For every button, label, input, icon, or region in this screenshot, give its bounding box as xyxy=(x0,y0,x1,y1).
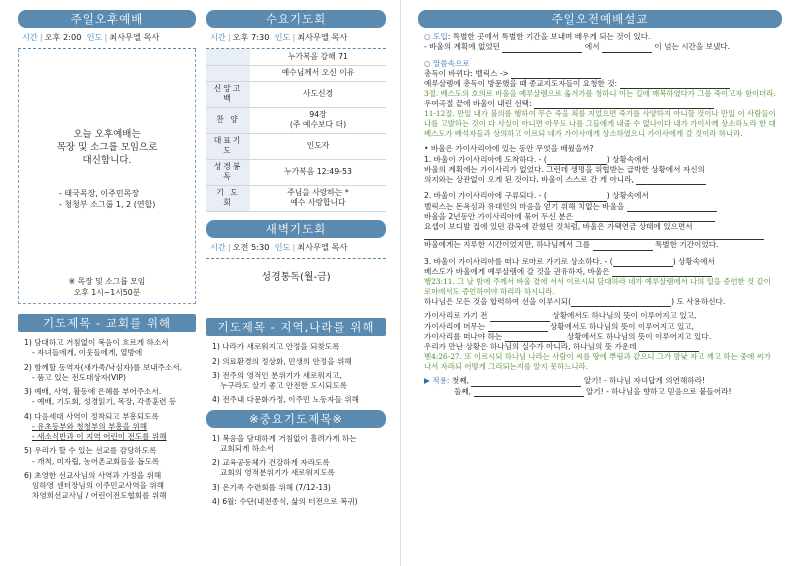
sermon-title: 주일오전예배설교 xyxy=(418,10,782,28)
scripture-quote: 행23:11. 그 날 밤에 주께서 바울 곁에 서서 이르시되 담대하라 네가 예루살렘에서 나의 일을 증언한 것 같이 로마에서도 증언하여야 하리라 하시니라. xyxy=(424,277,771,297)
wednesday-order-table xyxy=(206,49,386,212)
afternoon-title: 주일오후예배 xyxy=(18,10,196,28)
list-item: 3) 전주의 영적인 분위기가 새로워지고, 누구라도 살기 좋고 안전한 도시되도록 xyxy=(212,370,348,391)
table-row: 찬 양 94장 (주 예수보다 더) xyxy=(206,107,386,133)
sermon-line: 총독이 바뀌다: 벨릭스 -> xyxy=(424,69,776,79)
application-2: 둘째, 알기! - 하나님을 향하고 믿음으로 붙들어라! xyxy=(454,386,732,396)
point-1: 1. 바울이 가이사리아에 도착하다. - ( ) 상황속에서 xyxy=(424,154,649,164)
notice-line-3: 대신합니다. xyxy=(82,154,132,166)
page-fold xyxy=(400,0,401,566)
footer-line-2: 오후 1시~1시50분 xyxy=(73,287,141,297)
footer-line-1: ※ 목장 및 소그룹 모임 xyxy=(68,277,146,287)
application-1: ▶ 적용: 첫째, 알기! - 하나님 자녀답게 의연해하라! xyxy=(424,376,706,386)
table-row: 성경봉독 누가복음 12:49-53 xyxy=(206,159,386,185)
list-item: 5) 우리가 할 수 있는 선교를 감당하도록 - 개척, 미자립, 농어촌교회들을 돕도록 xyxy=(24,446,160,466)
prayer-church-title: 기도제목 - 교회를 위해 xyxy=(18,314,196,332)
list-item: 1) 나라가 새로워지고 안정을 되찾도록 xyxy=(212,342,340,352)
wednesday-title: 수요기도회 xyxy=(206,10,386,28)
notice-line-1: 오늘 오후예배는 xyxy=(73,129,141,141)
list-item: 2) 의료환경의 정상화, 민생의 안정을 위해 xyxy=(212,356,352,366)
sermon-line: 바울에게는 지루한 시간이었지만, 하나님께서 그를 특별한 기간이었다. xyxy=(424,240,719,250)
list-item: 1) 담대하고 거침없이 복음이 흐르게 하소서 - 자녀들에게, 이웃들에게, 열방에 xyxy=(24,338,169,358)
list-item: 3) 예배, 사역, 활동에 은혜를 부어주소서. - 예배, 기도회, 성경읽기, 목장, 각종훈련 등 xyxy=(24,387,177,407)
sermon-line: 베스도가 바울에게 예루살렘에 갈 것을 권유하자, 바울은 xyxy=(424,267,776,277)
afternoon-column xyxy=(18,10,196,506)
sermon-line: 가이사리로 가기 전 상황에서도 하나님의 뜻이 이루어지고 있고, xyxy=(424,311,697,321)
table-row: 예수님께서 오신 이유 xyxy=(206,65,386,81)
list-item: 1) 복음을 담대하게 거침없이 흘려가게 하는 교회되게 하소서 xyxy=(212,433,357,453)
prayer-nation-list xyxy=(206,336,386,405)
table-row: 대표기도 인도자 xyxy=(206,133,386,159)
list-item: 4) 전주내 다문화가정, 이주민 노동자들 위해 xyxy=(212,395,359,405)
prayer-nation-title: 기도제목 - 지역,나라를 위해 xyxy=(206,318,386,336)
group-item-1: - 태국목장, 이주민목장 xyxy=(59,189,140,199)
dawn-title: 새벽기도회 xyxy=(206,220,386,238)
time-label: 시간 xyxy=(22,32,38,42)
prayer-church-list xyxy=(18,332,196,502)
time-value: 오후 2:00 xyxy=(44,32,82,42)
list-item: 6) 초영한 선교사님의 사역과 가정을 위해 임하영 센터장님의 이주민교사역을 위해 차영희선교사님 / 어린이전도협회를 위해 xyxy=(24,470,167,501)
table-row: 신앙고백 사도신경 xyxy=(206,81,386,107)
important-list xyxy=(206,428,386,508)
afternoon-timeline: 시간 | 오후 2:00 인도 | 최사무엘 목사 xyxy=(18,28,196,49)
point-2: 2. 바울이 가이사리아에 구류되다. - ( ) 상황속에서 xyxy=(424,191,649,201)
intro-line: ○ 도입: 특별한 곳에서 특별한 기간을 보내며 배우게 되는 것이 있다. xyxy=(424,32,651,41)
group-item-2: - 청청부 소그룹 1, 2 (연합) xyxy=(59,199,156,209)
dawn-timeline: 시간 | 오전 5:30 인도 | 최사무엘 목사 xyxy=(206,238,386,259)
point-3: 3. 바울이 가이사리아를 떠나 로마로 가기로 상소하다. - ( ) 상황속에서 xyxy=(424,256,715,266)
list-item: 4) 다음세대 사역이 정착되고 부흥되도록 - 유초등부와 청청부의 부흥을 위해 - 새소식반과 이 지역 어린이 전도를 위해 xyxy=(24,411,167,442)
sermon-line: 가이사리를 떠나야 하는 상황에서도 하나님의 뜻이 이루어지고 있다. xyxy=(424,331,712,341)
notice-line-2: 목장 및 소그룹 모임으로 xyxy=(56,141,158,153)
sermon-line: 가이사리에 머무는 상황에서도 하나님의 뜻이 이루어지고 있고, xyxy=(424,321,695,331)
lead-label: 인도 xyxy=(86,32,103,42)
list-item: 2) 함께할 동역자(새가족/낙심자)를 보내주소서. - 품고 있는 전도대상자(VIP) xyxy=(24,362,182,382)
table-row: 누가복음 강해 71 xyxy=(206,49,386,65)
sermon-line: 바울의 계획에는 가이사리가 없었다. 그런데 생명을 위협받는 급박한 상황에서 자신의 xyxy=(424,164,705,174)
sermon-line: 바울을 2년동안 가이사리아에 묶어 두신 분은 xyxy=(424,212,776,222)
intro-line-2: - 바울의 계획에 없었던 에서 이 넘는 시간을 보냈다. xyxy=(424,42,731,52)
sermon-line: 하나님은 모든 것을 합력하여 선을 이루시되( ) 도 사용하신다. xyxy=(424,297,726,307)
list-item: 2) 교육공동체가 건강하게 자라도록 교회의 영적분위기가 새로워지도록 xyxy=(212,458,335,478)
important-title: ※중요기도제목※ xyxy=(206,410,386,428)
dawn-body: 성경통독(월-금) xyxy=(261,271,331,283)
table-row: 기 도 회 주님을 사랑하는 * 예수 사랑합니다 xyxy=(206,185,386,211)
sermon-line: 의지와는 상관없이 오게 된 것이다. 바울이 스스로 간 게 아니라, xyxy=(424,175,776,185)
sermon-line: 벨릭스는 돈욕심과 유대인의 마음을 얻기 위해 치없는 바울을 xyxy=(424,202,776,212)
scripture-quote: 3절. 베스도의 호의로 바울을 예루살렘으로 옮겨가를 청하니 이는 길에 매복하였다가 그를 죽이고자 함이더라. xyxy=(424,89,776,99)
sermon-column xyxy=(418,10,782,401)
sermon-line: 우여곡절 끝에 바울이 내린 선택: xyxy=(424,99,776,109)
sermon-line: 요셉이 보디발 집에 있던 감옥에 갇혔던 것처럼, 바울은 가택연금 상태에 있으면서 xyxy=(424,222,693,232)
scripture-quote: 벧4:26-27. 또 이르시되 하나님 나라는 사람이 씨를 땅에 뿌림과 같으니 그가 밤낮 자고 깨고 하는 중에 씨가 나서 자라되 어떻게 그리되는지를 알지 못하느니라. xyxy=(424,352,771,372)
word-heading: ○ 말씀속으로 xyxy=(424,58,470,68)
lead-value: 최사무엘 목사 xyxy=(109,32,160,42)
afternoon-notice-box xyxy=(18,49,196,304)
sermon-line: 우리가 만난 상황은 하나님의 실수가 아니라, 하나님의 뜻 가운데 xyxy=(424,342,776,352)
list-item: 3) 온기족 수련회를 위해 (7/12-13) xyxy=(212,482,331,492)
question-line: • 바울은 가이사리아에 있는 동안 무엇을 배웠을까? xyxy=(424,144,594,154)
list-item: 4) 6월: 수단(내전종식, 삶의 터전으로 복귀) xyxy=(212,496,358,506)
wednesday-timeline: 시간 | 오후 7:30 인도 | 최사무엘 목사 xyxy=(206,28,386,49)
wednesday-column xyxy=(206,10,386,511)
sermon-line: 예루살렘에 총독이 방문했을 때 종교지도자들이 요청한 것: xyxy=(424,79,776,89)
scripture-quote: 11-12절. 만일 내가 불의를 행하여 무슨 죽을 죄를 지었으면 죽기를 사양하지 아니할 것이나 만일 이 사람들이 나를 고발하는 것이 다 사실이 아니면 아무도 나를 그들에게 내줄 수 없나이다 내가 가이사께 상소하노라 한 대 베스도가 배석자들과 상의하고 이르되 네가 가이사에게 상소하였으니 가이사에게 갈 것이라 하니라. xyxy=(424,109,776,139)
